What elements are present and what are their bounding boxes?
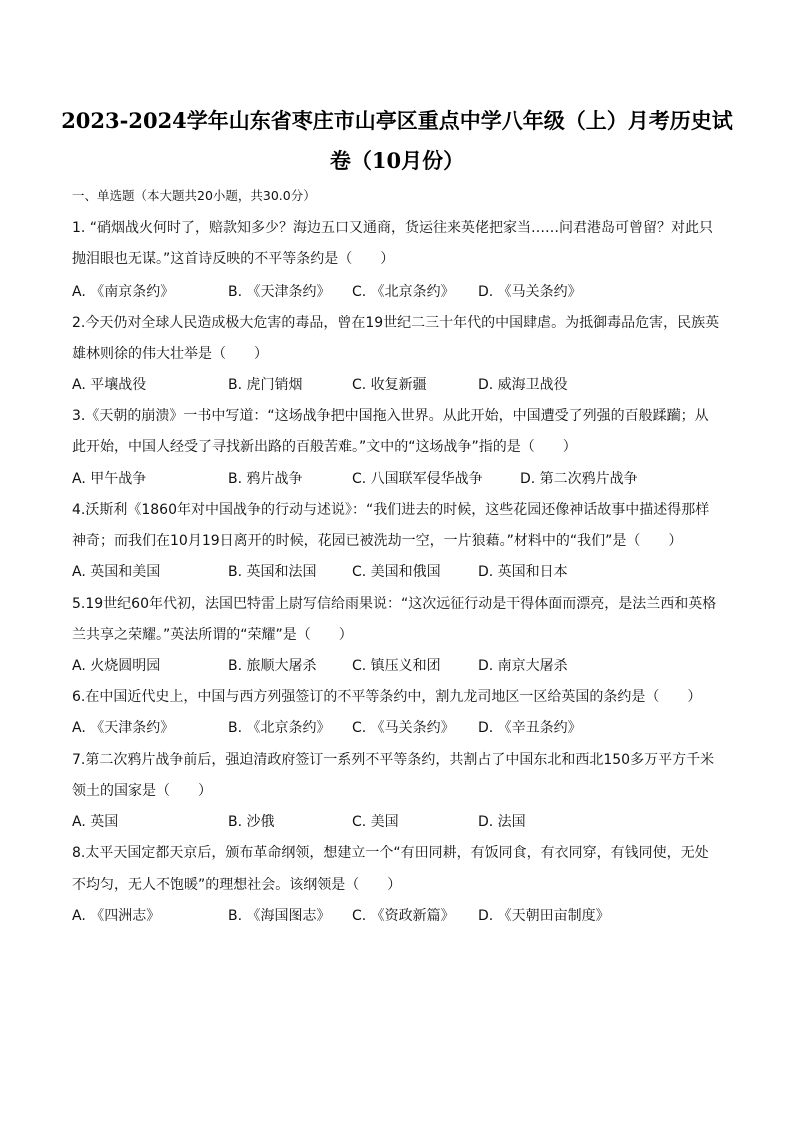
question-7-option-c[interactable]: C. 美国: [352, 814, 399, 830]
question-5-text-line-2: 兰共享之荣耀。”英法所谓的“荣耀”是（ ）: [72, 627, 353, 643]
question-1-text-line-2: 抛泪眼也无谋。”这首诗反映的不平等条约是（ ）: [72, 251, 395, 267]
question-2-option-c[interactable]: C. 收复新疆: [352, 377, 427, 393]
question-3-option-b[interactable]: B. 鸦片战争: [228, 471, 303, 487]
question-6-option-c[interactable]: C. 《马关条约》: [352, 720, 455, 736]
question-4-option-d[interactable]: D. 英国和日本: [478, 564, 568, 580]
question-1-text-line-1: 1. “硝烟战火何时了，赔款知多少？海边五口又通商，货运往来英佬把家当……问君港岛可曾留？对此只: [72, 220, 714, 236]
question-6-option-a[interactable]: A. 《天津条约》: [72, 720, 175, 736]
question-1-option-a[interactable]: A. 《南京条约》: [72, 284, 175, 300]
question-6-option-b[interactable]: B. 《北京条约》: [228, 720, 331, 736]
question-2-option-d[interactable]: D. 威海卫战役: [478, 377, 568, 393]
section-heading: 一、单选题（本大题共20小题，共30.0分）: [72, 188, 316, 203]
question-8-option-d[interactable]: D. 《天朝田亩制度》: [478, 908, 610, 924]
question-2-text-line-2: 雄林则徐的伟大壮举是（ ）: [72, 346, 268, 362]
question-3-text-line-1: 3.《天朝的崩溃》一书中写道：“这场战争把中国拖入世界。从此开始，中国遭受了列强的百般蹂躏；从: [72, 408, 709, 424]
question-3-text-line-2: 此开始，中国人经受了寻找新出路的百般苦难。”文中的“这场战争”指的是（ ）: [72, 439, 577, 455]
question-4-option-a[interactable]: A. 英国和美国: [72, 564, 161, 580]
question-8-text-line-2: 不均匀，无人不饱暖”的理想社会。该纲领是（ ）: [72, 877, 402, 893]
question-3-option-d[interactable]: D. 第二次鸦片战争: [520, 471, 638, 487]
question-5-option-b[interactable]: B. 旅顺大屠杀: [228, 658, 317, 674]
question-8-text-line-1: 8.太平天国定都天京后，颁布革命纲领，想建立一个“有田同耕，有饭同食，有衣同穿，有钱同使，无处: [72, 845, 709, 861]
question-5-option-c[interactable]: C. 镇压义和团: [352, 658, 441, 674]
question-4-option-b[interactable]: B. 英国和法国: [228, 564, 317, 580]
question-4-option-c[interactable]: C. 美国和俄国: [352, 564, 441, 580]
question-5-text-line-1: 5.19世纪60年代初，法国巴特雷上尉写信给雨果说：“这次远征行动是干得体面而漂亮，是法兰西和英格: [72, 596, 717, 612]
question-7-option-b[interactable]: B. 沙俄: [228, 814, 275, 830]
question-8-option-a[interactable]: A. 《四洲志》: [72, 908, 161, 924]
exam-title-line-1: 2023-2024学年山东省枣庄市山亭区重点中学八年级（上）月考历史试: [61, 108, 733, 133]
question-5-option-d[interactable]: D. 南京大屠杀: [478, 658, 568, 674]
question-8-option-b[interactable]: B. 《海国图志》: [228, 908, 331, 924]
question-3-option-c[interactable]: C. 八国联军侵华战争: [352, 471, 483, 487]
question-4-text-line-2: 神奇；而我们在10月19日离开的时候，花园已被洗劫一空，一片狼藉。”材料中的“我们”是（ ）: [72, 533, 683, 549]
question-4-text-line-1: 4.沃斯利《1860年对中国战争的行动与述说》：“我们进去的时候，这些花园还像神话故事中描述得那样: [72, 502, 710, 518]
question-7-option-a[interactable]: A. 英国: [72, 814, 119, 830]
question-1-option-d[interactable]: D. 《马关条约》: [478, 284, 582, 300]
question-2-option-a[interactable]: A. 平壤战役: [72, 377, 147, 393]
question-6-text-line-1: 6.在中国近代史上，中国与西方列强签订的不平等条约中，割九龙司地区一区给英国的条约是（ ）: [72, 689, 702, 705]
question-7-text-line-2: 领土的国家是（ ）: [72, 783, 212, 799]
question-3-option-a[interactable]: A. 甲午战争: [72, 471, 147, 487]
question-8-option-c[interactable]: C. 《资政新篇》: [352, 908, 455, 924]
question-2-text-line-1: 2.今天仍对全球人民造成极大危害的毒品，曾在19世纪二三十年代的中国肆虐。为抵御毒品危害，民族英: [72, 315, 720, 331]
question-2-option-b[interactable]: B. 虎门销烟: [228, 377, 303, 393]
question-1-option-b[interactable]: B. 《天津条约》: [228, 284, 331, 300]
question-6-option-d[interactable]: D. 《辛丑条约》: [478, 720, 582, 736]
question-7-text-line-1: 7.第二次鸦片战争前后，强迫清政府签订一系列不平等条约，共割占了中国东北和西北150多万平方千米: [72, 752, 715, 768]
question-1-option-c[interactable]: C. 《北京条约》: [352, 284, 455, 300]
question-5-option-a[interactable]: A. 火烧圆明园: [72, 658, 161, 674]
question-7-option-d[interactable]: D. 法国: [478, 814, 526, 830]
exam-title-line-2: 卷（10月份）: [329, 148, 465, 173]
